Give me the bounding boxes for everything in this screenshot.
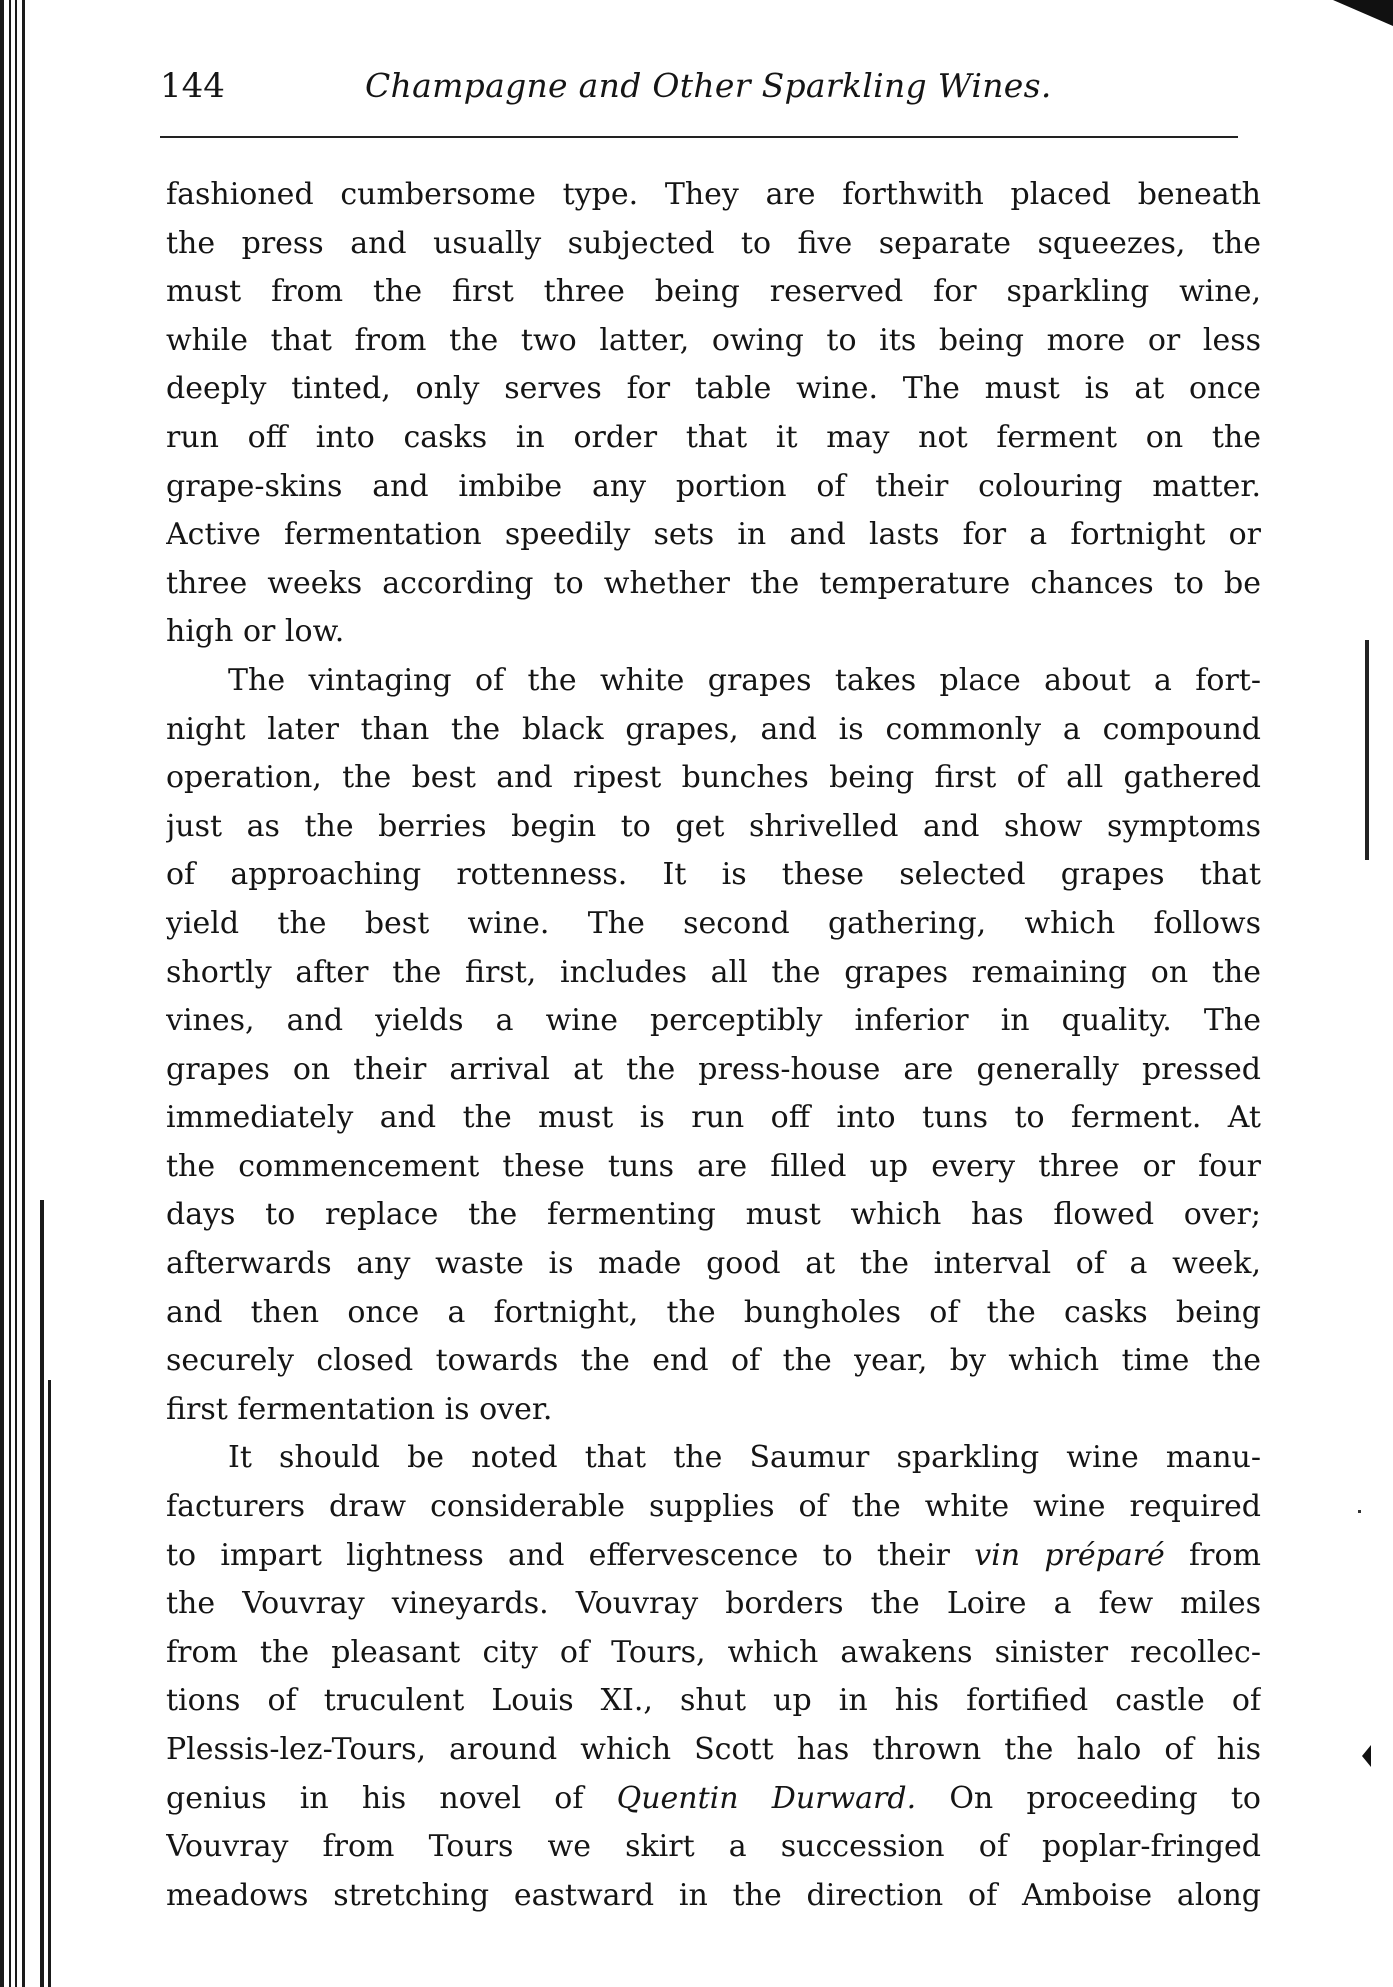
text-line: run off into casks in order that it may not ferment on the [166,419,1261,455]
text-line [166,1775,1261,1824]
text-line: the Vouvray vineyards. Vouvray borders the Loire a few miles [166,1586,1261,1622]
text-line: vines, and yields a wine perceptibly inferior in quality. The [166,1003,1261,1039]
text-span: genius in his novel of [166,1780,617,1816]
paragraph [166,171,1261,657]
text-span: from [1164,1537,1261,1573]
text-span: On proceeding to [916,1780,1261,1816]
italic-phrase: vin préparé [974,1537,1165,1573]
text-line: just as the berries begin to get shrivelled and show symptoms [166,808,1261,844]
text-line: deeply tinted, only serves for table wine. The must is at once [166,371,1261,407]
body-text [166,171,1261,1920]
text-line: It should be noted that the Saumur sparkling wine manu- [228,1440,1261,1476]
text-line: three weeks according to whether the temperature chances to be [166,565,1261,601]
binding-edge [15,0,17,1987]
text-line: high or low. [166,614,345,650]
text-line: afterwards any waste is made good at the interval of a week, [166,1246,1261,1282]
binding-edge [0,0,4,1987]
text-line: tions of truculent Louis XI., shut up in his fortified castle of [166,1683,1261,1719]
text-line: fashioned cumbersome type. They are forthwith placed beneath [166,177,1261,212]
binding-edge [9,0,11,1987]
text-line: facturers draw considerable supplies of the white wine required [166,1489,1261,1525]
page-number: 144 [160,66,225,106]
corner-mark [1333,0,1393,26]
binding-edge [40,1200,44,1987]
margin-mark [1365,640,1369,860]
text-line: grape-skins and imbibe any portion of their colouring matter. [166,468,1261,504]
text-line: days to replace the fermenting must which has flowed over; [166,1197,1261,1233]
text-line: Vouvray from Tours we skirt a succession of poplar-fringed [166,1829,1261,1865]
text-line [166,1532,1261,1581]
paragraph [166,1434,1261,1920]
text-line: operation, the best and ripest bunches being first of all gathered [166,760,1261,796]
text-span: to impart lightness and effervescence to their [166,1537,975,1573]
text-line: from the pleasant city of Tours, which awakens sinister recollec- [166,1634,1261,1670]
binding-edge [22,0,25,1987]
header-rule [160,136,1238,138]
text-line: meadows stretching eastward in the direction of Amboise along [166,1877,1261,1913]
margin-arrow-mark [1362,1745,1371,1767]
text-line: the press and usually subjected to five separate squeezes, the [166,225,1261,261]
italic-title: Quentin Durward. [616,1780,917,1816]
text-line: and then once a fortnight, the bungholes of the casks being [166,1294,1261,1330]
text-line: Active fermentation speedily sets in and lasts for a fortnight or [166,517,1261,553]
text-line: while that from the two latter, owing to its being more or less [166,322,1261,358]
text-line: the commencement these tuns are filled up every three or four [166,1148,1261,1184]
running-head [160,66,1240,116]
running-title: Champagne and Other Sparkling Wines. [365,66,1052,105]
text-line: grapes on their arrival at the press-house are generally pressed [166,1051,1261,1087]
text-line: shortly after the first, includes all the grapes remaining on the [166,954,1261,990]
text-line: yield the best wine. The second gathering, which follows [166,905,1261,941]
text-line: Plessis-lez-Tours, around which Scott has thrown the halo of his [166,1732,1261,1767]
text-line: of approaching rottenness. It is these selected grapes that [166,857,1261,893]
text-line: securely closed towards the end of the year, by which time the [166,1343,1261,1379]
binding-edge [48,1380,51,1987]
text-line: immediately and the must is run off into tuns to ferment. At [166,1100,1261,1136]
text-line: must from the first three being reserved for sparkling wine, [166,274,1261,310]
text-line: first fermentation is over. [166,1391,553,1427]
paragraph [166,657,1261,1435]
text-line: night later than the black grapes, and is commonly a compound [166,711,1261,747]
text-line: The vintaging of the white grapes takes place about a fort- [228,662,1261,698]
margin-speck [1358,1510,1361,1513]
